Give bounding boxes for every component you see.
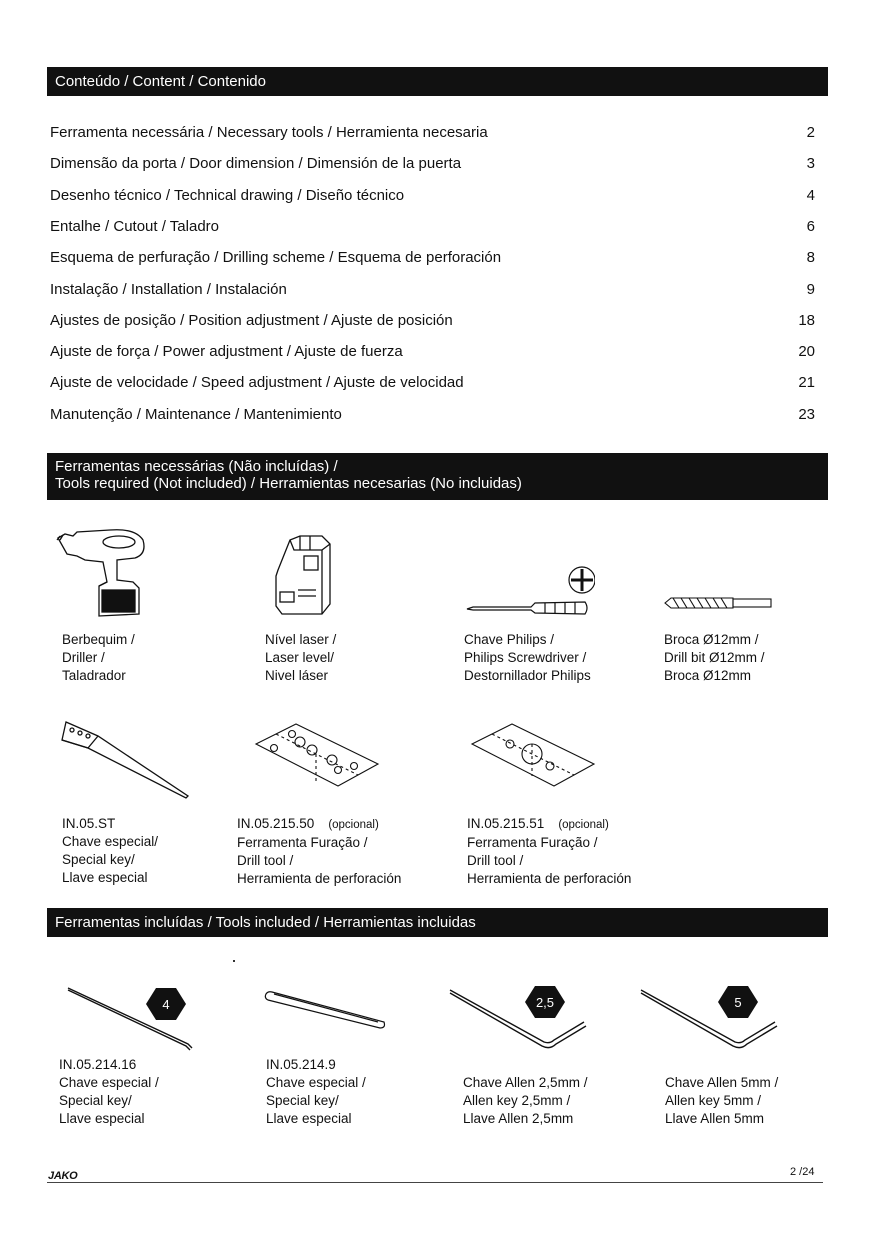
toc-title: Esquema de perfuração / Drilling scheme / Esquema de perforación [50,249,502,266]
brand-logo: JAKO [48,1170,78,1182]
hex-badge: 2,5 [535,995,555,1010]
toc-row[interactable] [50,374,815,394]
drill-icon [55,522,155,622]
flat-key-icon [262,988,390,1032]
toc-title: Ajustes de posição / Position adjustment / Ajuste de posición [50,312,453,329]
toc-row[interactable] [50,406,815,426]
toc-page: 6 [806,218,815,235]
toc-row[interactable] [50,124,815,144]
toc-page: 3 [806,155,815,172]
toc-page: 2 [806,124,815,141]
drill-template-icon [252,720,382,790]
laser-level-icon [270,532,340,620]
tool-label: Chave Philips / Philips Screwdriver / Destornillador Philips [464,632,591,683]
toc-row[interactable] [50,343,815,363]
toc-row[interactable] [50,312,815,332]
tool-label: IN.05.ST Chave especial/ Special key/ Llave especial [62,816,159,885]
allen-key-5-icon [637,982,783,1054]
tool-label: Chave Allen 2,5mm / Allen key 2,5mm / Llave Allen 2,5mm [463,1075,588,1126]
tool-label: Nível laser / Laser level/ Nivel láser [265,632,337,683]
hex-badge: 4 [162,997,170,1012]
toc-page: 8 [806,249,815,266]
toc-row[interactable] [50,281,815,301]
tool-label: Broca Ø12mm / Drill bit Ø12mm / Broca Ø12mm [664,632,765,683]
toc-row[interactable] [50,218,815,238]
stray-mark [233,960,235,962]
section-title: Ferramentas incluídas / Tools included / Herramientas incluidas [55,914,476,931]
section-header-tools-required [47,453,828,500]
tool-code: IN.05.ST [62,816,116,831]
toc-row[interactable] [50,187,815,207]
toc-title: Ferramenta necessária / Necessary tools / Herramienta necesaria [50,124,488,141]
footer-divider [47,1182,823,1183]
optional-note: (opcional) [558,819,609,831]
tool-code: IN.05.214.9 [266,1057,336,1072]
toc-page: 20 [798,343,815,360]
toc-page: 9 [806,281,815,298]
toc-title: Ajuste de velocidade / Speed adjustment / Ajuste de velocidad [50,374,464,391]
tool-label: Chave Allen 5mm / Allen key 5mm / Llave Allen 5mm [665,1075,779,1126]
toc-title: Ajuste de força / Power adjustment / Ajuste de fuerza [50,343,403,360]
toc-title: Manutenção / Maintenance / Mantenimiento [50,406,342,423]
page-number: 2 /24 [790,1166,815,1178]
section-title-line1: Ferramentas necessárias (Não incluídas) / [55,458,338,475]
section-header-contents [47,67,828,96]
tool-code: IN.05.214.16 [59,1057,137,1072]
hex-badge: 5 [734,995,742,1010]
tool-code: IN.05.215.51 [467,816,545,831]
hex-key-4-icon [64,982,200,1054]
section-title-line2: Tools required (Not included) / Herramientas necesarias (No incluidas) [55,475,522,492]
allen-key-2-5-icon [446,982,592,1054]
toc-title: Instalação / Installation / Instalación [50,281,287,298]
tool-label: IN.05.214.9 Chave especial / Special key/ Llave especial [266,1057,366,1126]
toc-row[interactable] [50,155,815,175]
toc-title: Dimensão da porta / Door dimension / Dimensión de la puerta [50,155,462,172]
toc-title: Desenho técnico / Technical drawing / Diseño técnico [50,187,405,204]
toc-row[interactable] [50,249,815,269]
drill-template-round-icon [468,720,598,790]
section-title: Conteúdo / Content / Contenido [55,73,266,90]
special-key-icon [58,718,194,802]
toc-page: 4 [806,187,815,204]
tool-label: IN.05.214.16 Chave especial / Special key/ Llave especial [59,1057,159,1126]
toc-page: 23 [798,406,815,423]
drill-bit-icon [663,594,775,612]
section-header-tools-included [47,908,828,937]
tool-label: Berbequim / Driller / Taladrador [62,632,135,683]
toc-title: Entalhe / Cutout / Taladro [50,218,219,235]
toc-page: 21 [798,374,815,391]
tool-label: IN.05.215.50 (opcional) Ferramenta Furação / Drill tool / Herramienta de perforación [237,816,402,886]
tool-label: IN.05.215.51 (opcional) Ferramenta Furação / Drill tool / Herramienta de perforación [467,816,632,886]
optional-note: (opcional) [328,819,379,831]
tool-code: IN.05.215.50 [237,816,315,831]
screwdriver-icon [465,562,595,622]
toc-page: 18 [798,312,815,329]
